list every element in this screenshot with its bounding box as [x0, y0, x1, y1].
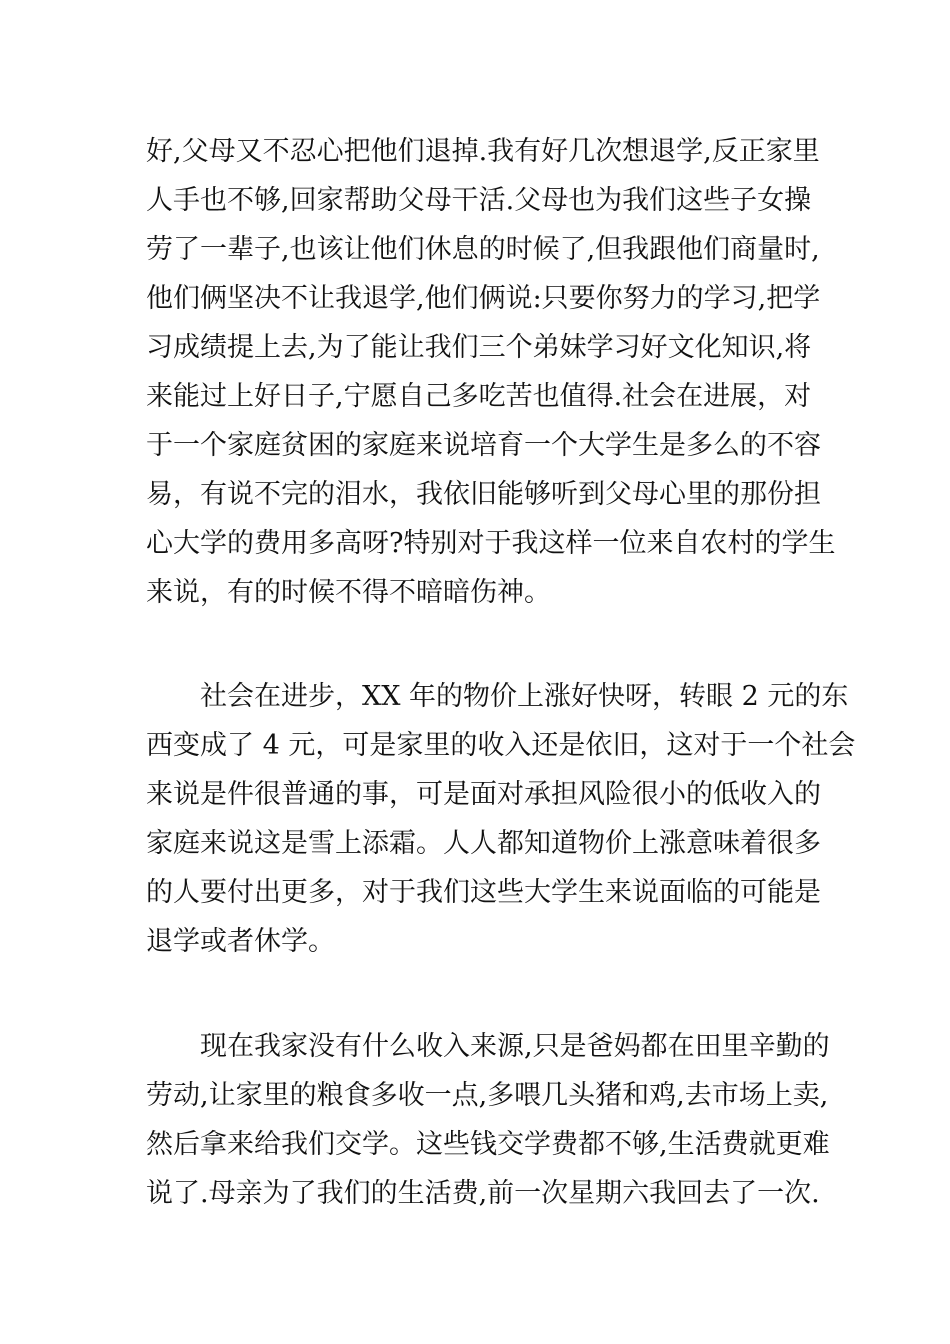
- text-line: 说了.母亲为了我们的生活费,前一次星期六我回去了一次.: [146, 1178, 820, 1209]
- text-line: 来说是件很普通的事，可是面对承担风险很小的低收入的: [146, 779, 821, 810]
- text-line: 西变成了 4 元，可是家里的收入还是依旧，这对于一个社会: [146, 730, 856, 761]
- text-line: 家庭来说这是雪上添霜。人人都知道物价上涨意味着很多: [146, 828, 821, 859]
- text-line: 现在我家没有什么收入来源,只是爸妈都在田里辛勤的: [146, 1031, 830, 1062]
- text-line: 他们俩坚决不让我退学,他们俩说:只要你努力的学习,把学: [146, 283, 821, 314]
- text-line: 劳动,让家里的粮食多收一点,多喂几头猪和鸡,去市场上卖,: [146, 1080, 829, 1111]
- text-line: 社会在进步，XX 年的物价上涨好快呀，转眼 2 元的东: [146, 681, 849, 712]
- text-line: 人手也不够,回家帮助父母干活.父母也为我们这些子女操: [146, 185, 812, 216]
- text-line: 然后拿来给我们交学。这些钱交学费都不够,生活费就更难: [146, 1129, 830, 1160]
- text-line: 好,父母又不忍心把他们退掉.我有好几次想退学,反正家里: [146, 136, 820, 167]
- text-line: 心大学的费用多高呀?特别对于我这样一位来自农村的学生: [146, 528, 836, 559]
- text-line: 来能过上好日子,宁愿自己多吃苦也值得.社会在进展，对: [146, 381, 812, 412]
- text-line: 的人要付出更多，对于我们这些大学生来说面临的可能是: [146, 877, 821, 908]
- text-line: 劳了一辈子,也该让他们休息的时候了,但我跟他们商量时,: [146, 234, 820, 265]
- paragraph-2: [146, 672, 856, 966]
- paragraph-1: [146, 127, 836, 617]
- text-line: 易，有说不完的泪水，我依旧能够听到父母心里的那份担: [146, 479, 821, 510]
- paragraph-3: [146, 1022, 830, 1218]
- text-line: 于一个家庭贫困的家庭来说培育一个大学生是多么的不容: [146, 430, 821, 461]
- text-line: 退学或者休学。: [146, 926, 335, 957]
- text-line: 习成绩提上去,为了能让我们三个弟妹学习好文化知识,将: [146, 332, 812, 363]
- text-line: 来说，有的时候不得不暗暗伤神。: [146, 577, 551, 608]
